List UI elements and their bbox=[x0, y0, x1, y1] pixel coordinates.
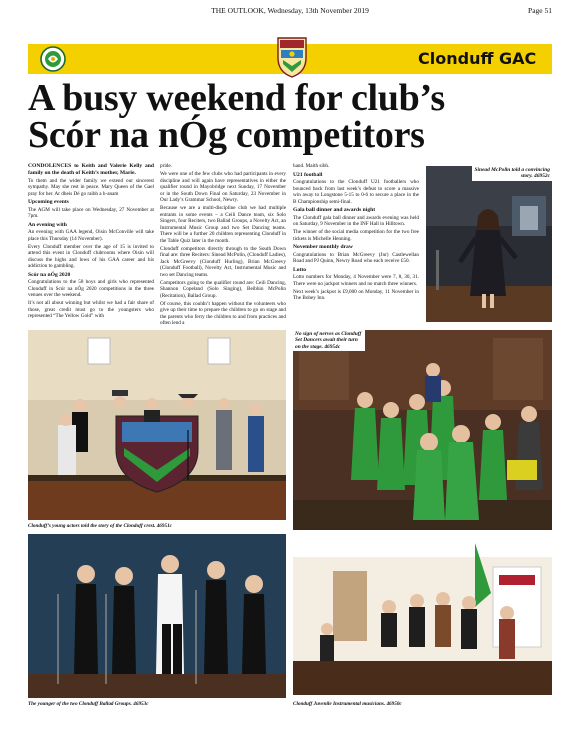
paragraph: pride. bbox=[160, 163, 172, 169]
caption-instrumental: Clonduff Juvenile Instrumental musicians. 46950c bbox=[293, 701, 402, 707]
condolences-lead: CONDOLENCES to Keith and Valerie Kelly and family on the death of Keith’s mother, Marie. bbox=[28, 163, 154, 176]
paragraph: Competitors going to the qualifier round are: Ceili Dancing, Shannon Copeland (Solo Singing), Beibhin McPolin (Recitation), Ballad Group. bbox=[160, 279, 286, 299]
headline-line-2: Scór na nÓg competitors bbox=[28, 114, 425, 156]
paragraph: The AGM will take place on Wednesday, 27 November at 7pm. bbox=[28, 206, 154, 220]
paragraph: We were one of the few clubs who had participants in every discipline and will again have representatives in either the qualifier round in Mayobridge next Sunday, 17 November or in the South Down Final on Saturday, 23 November in Our Lady’s Grammar School, Newry. bbox=[160, 171, 286, 204]
club-banner bbox=[28, 44, 552, 74]
subheading: U21 football bbox=[293, 171, 323, 178]
photo-ballad-group bbox=[28, 534, 286, 698]
article-headline bbox=[28, 77, 558, 156]
photo-set-dancers bbox=[293, 330, 552, 530]
paragraph: Every Clonduff member over the age of 15 is invited to attend this event in Clonduff clubrooms where Oisin will discuss the highs and lows of his GAA career and his addiction to gambling. bbox=[28, 243, 154, 270]
paragraph: Of course, this couldn’t happen without the volunteers who give up their time to prepare the children to go on stage and the parents who ferry the children to and from practices and often lend a bbox=[160, 300, 286, 327]
photo-ballad-image bbox=[28, 534, 286, 698]
paragraph: Because we are a multi-discipline club we had multiple entrants in some events – a Ceili Dance team, six Solo Singers, four Reciters, two Ballad Groups, a Novelty Act, an Instrumental Music Group and two Set Dancing teams. There will be a further 20 children representing Clonduff in the Table Quiz later in the month. bbox=[160, 205, 286, 244]
caption-sinead: Sinead McPolin told a convincing story. 46952c bbox=[472, 166, 552, 181]
paragraph: Next week’s jackpot is £9,000 on Monday, 11 November in The Bohey Inn. bbox=[293, 288, 419, 302]
paragraph: The Clonduff gala ball dinner and awards evening was held on Saturday, 9 November in the INF Hall in Hilltown. bbox=[293, 214, 419, 227]
gaa-logo-icon bbox=[40, 46, 66, 72]
subheading: November monthly draw bbox=[293, 244, 353, 251]
paragraph: Congratulations to the Clonduff U21 footballers who bounced back from last week’s defeat to score a massive win away to Longstone 5-15 to 0-6 to secure a place in the B Championship semi-final. bbox=[293, 179, 419, 205]
publication-line: THE OUTLOOK, Wednesday, 13th November 2019 bbox=[211, 6, 369, 15]
photo-instrumental-image bbox=[293, 537, 552, 695]
paragraph: To them and the wider family we extend our sincerest sympathy. May she rest in peace. Mary Queen of the Gael pray for her. Ar dheis Dé go raibh a h-anam bbox=[28, 177, 154, 197]
subheading: Scór na nÓg 2020 bbox=[28, 271, 71, 278]
article-column-1 bbox=[28, 163, 154, 321]
article-column-2 bbox=[160, 163, 286, 329]
photo-sinead-image bbox=[426, 166, 552, 322]
paragraph: Clonduff competitors directly through to the South Down final are: three Reciters: Sinead McPolin, (Clonduff Ladies), Jack McGreevy (Clonduff Hurling), Brian McGreevy (Clonduff Football), Novelty Act, Instrumental Music and two set Dancing teams. bbox=[160, 245, 286, 278]
photo-instrumental-musicians bbox=[293, 537, 552, 695]
clonduff-crest-icon bbox=[275, 36, 309, 78]
caption-ballad: The younger of the two Clonduff Ballad Groups. 46953c bbox=[28, 701, 149, 707]
paragraph: The winner of the social media competition for the two free tickets is Michelle Henning. bbox=[293, 229, 419, 242]
subheading: Lotto bbox=[293, 266, 307, 273]
photo-set-dancers-image bbox=[293, 330, 552, 530]
paragraph: hand. Maith sibh. bbox=[293, 163, 330, 169]
subheading: Upcoming events bbox=[28, 199, 69, 206]
photo-sinead-reciting bbox=[426, 166, 552, 322]
club-name: Clonduff GAC bbox=[414, 44, 552, 74]
photo-crest-image bbox=[28, 330, 286, 520]
subheading: An evening with bbox=[28, 221, 67, 228]
subheading: Gala ball dinner and awards night bbox=[293, 207, 376, 213]
caption-set-dancers: No sign of nerves as Clonduff Set Dancers await their turn on the stage. 46954c bbox=[293, 330, 365, 351]
paragraph: Lotto numbers for Monday, 4 November were 7, 8, 30, 31. There were no jackpot winners and no match three winners. bbox=[293, 274, 419, 287]
headline-line-1: A busy weekend for club’s bbox=[28, 77, 445, 119]
page-number: Page 51 bbox=[528, 6, 552, 15]
paragraph: It’s not all about winning but whilst we had a fair share of those, great credit must go to the youngsters who represented “The Yellow Gold” with bbox=[28, 300, 154, 320]
paragraph: An evening with GAA legend, Oisin McConville will take place this Thursday (14 November). bbox=[28, 229, 154, 242]
photo-crest-actors bbox=[28, 330, 286, 520]
paragraph: Congratulations to the 58 boys and girls who represented Clonduff in Scór na nÓg 2020 competitions in the three venues over the weekend. bbox=[28, 279, 154, 299]
paragraph: Congratulations to Brian McGreevy (Jnr) Castlewellan Road and PJ Quinn, Newry Road who each receive £50. bbox=[293, 251, 419, 265]
page-header bbox=[28, 6, 552, 18]
caption-crest: Clonduff’s young actors told the story of the Clonduff crest. 46951c bbox=[28, 523, 172, 529]
article-column-3 bbox=[293, 163, 419, 303]
